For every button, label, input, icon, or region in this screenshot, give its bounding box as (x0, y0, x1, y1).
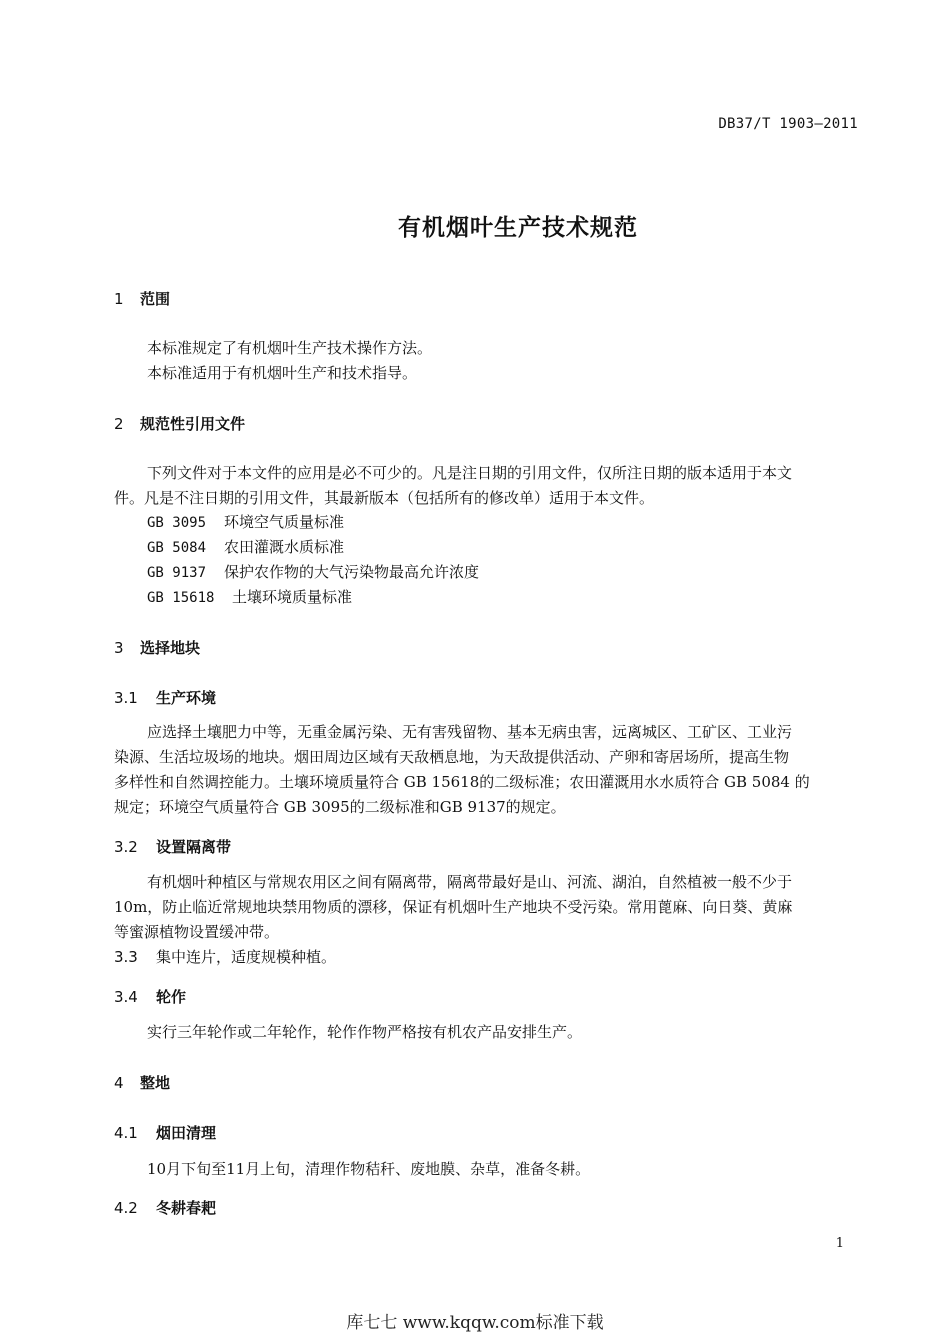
section-3-2-title: 设置隔离带 (156, 838, 232, 856)
section-3-2-heading (114, 836, 231, 857)
section-4-1-number: 4.1 (114, 1124, 138, 1142)
page-number: 1 (835, 1236, 844, 1251)
reference-code: GB 5084 (147, 540, 207, 556)
section-2-heading (114, 413, 245, 434)
section-1-number: 1 (114, 290, 124, 308)
reference-name: 土壤环境质量标准 (232, 588, 353, 606)
section-3-title: 选择地块 (140, 639, 201, 657)
section-4-1-heading (114, 1122, 216, 1143)
reference-name: 农田灌溉水质标准 (224, 538, 345, 556)
reference-item (147, 536, 344, 557)
section-3-number: 3 (114, 639, 124, 657)
standard-code: DB37/T 1903—2011 (718, 116, 858, 132)
reference-item (147, 586, 352, 607)
paragraph-line: 10m，防止临近常规地块禁用物质的漂移，保证有机烟叶生产地块不受污染。常用蓖麻、向日葵、黄麻 (114, 898, 793, 916)
reference-item (147, 561, 479, 582)
paragraph-line: 有机烟叶种植区与常规农用区之间有隔离带，隔离带最好是山、河流、湖泊，自然植被一般不少于 (147, 873, 793, 891)
section-3-3-heading (114, 945, 336, 970)
section-4-2-title: 冬耕春耙 (156, 1199, 217, 1217)
section-4-2-heading (114, 1197, 216, 1218)
section-1-paragraph-1: 本标准规定了有机烟叶生产技术操作方法。 (147, 339, 433, 357)
section-4-heading (114, 1072, 170, 1093)
paragraph-line: 应选择土壤肥力中等，无重金属污染、无有害残留物、基本无病虫害，远离城区、工矿区、工业污 (147, 723, 793, 741)
reference-name: 环境空气质量标准 (224, 513, 345, 531)
paragraph-line: 染源、生活垃圾场的地块。烟田周边区域有天敌栖息地，为天敌提供活动、产卵和寄居场所，提高生物 (114, 748, 790, 766)
section-3-4-heading (114, 986, 186, 1007)
reference-code: GB 15618 (147, 590, 215, 606)
reference-item (147, 511, 344, 532)
section-3-4-number: 3.4 (114, 988, 138, 1006)
section-4-number: 4 (114, 1074, 124, 1092)
section-3-4-title: 轮作 (156, 988, 187, 1006)
section-3-3-title: 集中连片，适度规模种植。 (156, 948, 337, 966)
footer-watermark: 库七七 www.kqqw.com标准下载 (346, 1313, 604, 1333)
reference-code: GB 3095 (147, 515, 207, 531)
section-2-title: 规范性引用文件 (140, 415, 246, 433)
section-3-2-number: 3.2 (114, 838, 138, 856)
section-3-heading (114, 637, 200, 658)
paragraph-line: 等蜜源植物设置缓冲带。 (114, 923, 280, 941)
paragraph-line: 规定；环境空气质量符合 GB 3095的二级标准和GB 9137的规定。 (114, 798, 566, 816)
section-4-1-title: 烟田清理 (156, 1124, 217, 1142)
section-1-paragraph-2: 本标准适用于有机烟叶生产和技术指导。 (147, 364, 418, 382)
section-3-1-title: 生产环境 (156, 689, 217, 707)
section-1-heading (114, 288, 170, 309)
section-4-1-paragraph: 10月下旬至11月上旬，清理作物秸秆、废地膜、杂草，准备冬耕。 (147, 1160, 591, 1178)
section-4-title: 整地 (140, 1074, 171, 1092)
section-2-intro-line: 下列文件对于本文件的应用是必不可少的。凡是注日期的引用文件，仅所注日期的版本适用于本文 (147, 464, 793, 482)
section-2-intro-line: 件。凡是不注日期的引用文件，其最新版本（包括所有的修改单）适用于本文件。 (114, 489, 655, 507)
section-3-1-number: 3.1 (114, 689, 138, 707)
section-3-3-number: 3.3 (114, 948, 138, 966)
section-3-4-paragraph: 实行三年轮作或二年轮作，轮作作物严格按有机农产品安排生产。 (147, 1023, 583, 1041)
section-1-title: 范围 (140, 290, 171, 308)
document-title: 有机烟叶生产技术规范 (398, 215, 638, 241)
section-3-1-heading (114, 687, 216, 708)
section-2-number: 2 (114, 415, 124, 433)
section-3-2-paragraph (114, 870, 860, 945)
section-4-2-number: 4.2 (114, 1199, 138, 1217)
reference-code: GB 9137 (147, 565, 207, 581)
section-2-intro (114, 461, 860, 511)
reference-name: 保护农作物的大气污染物最高允许浓度 (224, 563, 480, 581)
section-3-1-paragraph (114, 720, 860, 820)
paragraph-line: 多样性和自然调控能力。土壤环境质量符合 GB 15618的二级标准；农田灌溉用水水质符合 GB 5084 的 (114, 773, 810, 791)
